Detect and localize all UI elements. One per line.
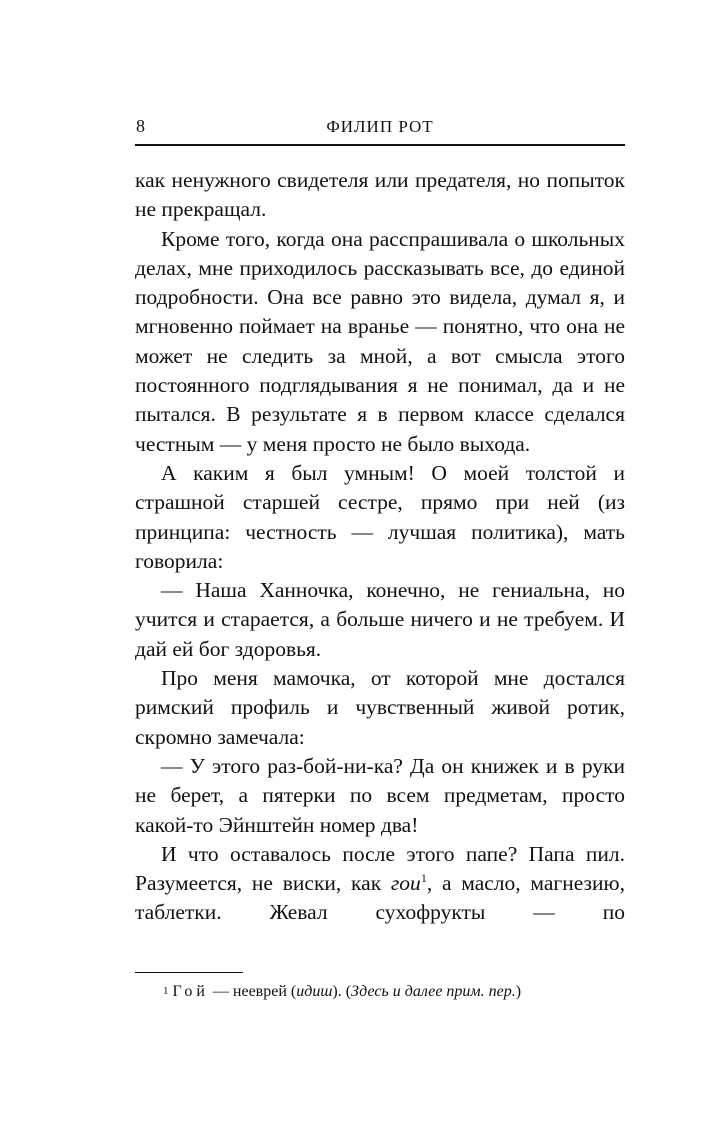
footnote-definition: — нееврей ( — [208, 983, 297, 1000]
running-title: ФИЛИП РОТ — [326, 117, 434, 136]
paragraph-text: , а масло, магнезию, таблетки. Жевал сухофрукты — по — [135, 871, 625, 925]
header-rule — [135, 144, 625, 146]
body-text — [135, 166, 625, 928]
dialogue-paragraph: — Наша Ханночка, конечно, не гениальна, но учится и старается, а больше ничего и не требуем. И дай ей бог здоровья. — [135, 578, 625, 661]
running-head — [135, 116, 625, 140]
page-number: 8 — [136, 116, 145, 136]
footnote-term: Гой — [172, 983, 209, 1000]
paragraph-continued — [135, 840, 625, 928]
italic-term: гои — [390, 871, 421, 896]
paragraph: как ненужного свидетеля или предателя, но попыток не прекращал. — [135, 168, 625, 222]
footnote-rule — [135, 972, 243, 973]
footnote — [163, 981, 625, 1003]
dialogue-paragraph: — У этого раз-бой-ни-ка? Да он книжек и в руки не берет, а пятерки по всем предметам, просто какой-то Эйнштейн номер два! — [135, 753, 625, 837]
paragraph: Кроме того, когда она расспрашивала о школьных делах, мне приходилось рассказывать все, до единой подробности. Она все равно это видела, думал я, и мгновенно поймает на вранье — понятно, что она не может не следить за мной, а вот смысла этого постоянного подглядывания я не понимал, да и не пытался. В результате я в первом классе сделался честным — у меня просто не было выхода. — [135, 226, 625, 456]
footnote-text: ) — [515, 983, 522, 1000]
footnote-reference[interactable]: 1 — [420, 870, 427, 885]
footnote-text: ). ( — [332, 983, 352, 1000]
paragraph-text: И что оставалось после этого папе? Папа пил. Разумеется, не виски, как — [135, 841, 625, 896]
footnote-language: идиш — [296, 983, 333, 1000]
footnote-note: Здесь и далее прим. пер. — [351, 983, 516, 1000]
footnote-mark: 1 — [163, 985, 169, 997]
paragraph: А каким я был умным! О моей толстой и страшной старшей сестре, прямо при ней (из принципа: честность — лучшая политика), мать говорила: — [135, 460, 625, 573]
paragraph: Про меня мамочка, от которой мне достался римский профиль и чувственный живой ротик, скромно замечала: — [135, 666, 625, 749]
